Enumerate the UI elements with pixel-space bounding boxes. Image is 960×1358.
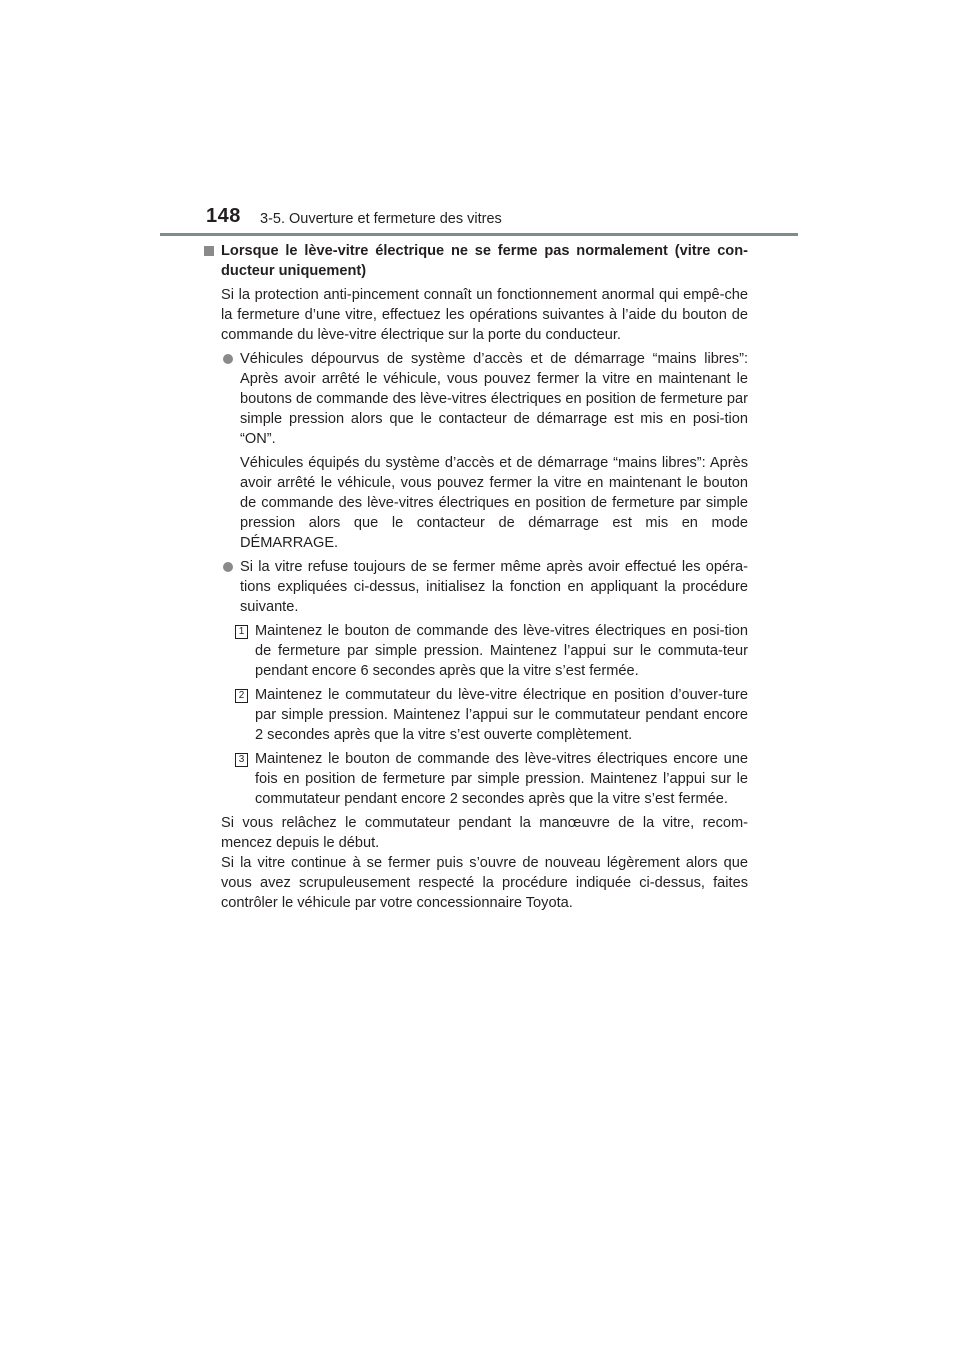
header-rule	[160, 233, 798, 236]
section-heading	[204, 241, 748, 281]
step-text: Maintenez le bouton de commande des lève-vitres électriques en posi-tion de fermeture par simple pression. Maintenez l’appui sur le commuta-teur pendant encore 6 secondes après que la vitre s’est fermée.	[255, 623, 748, 679]
step-item	[204, 749, 748, 809]
step-number-badge: 3	[235, 753, 248, 767]
circle-bullet-icon	[223, 354, 233, 364]
step-text: Maintenez le commutateur du lève-vitre électrique en position d’ouver-ture par simple pression. Maintenez l’appui sur le commutateur pendant encore 2 secondes après que la vitre s’est ouverte complètement.	[255, 687, 748, 743]
intro-paragraph: Si la protection anti-pincement connaît un fonctionnement anormal qui empê-che la fermeture d’une vitre, effectuez les opérations suivantes à l’aide du bouton de commande du lève-vitre électrique sur la porte du conducteur.	[221, 287, 748, 343]
square-bullet-icon	[204, 246, 214, 256]
step-item	[204, 685, 748, 745]
bullet-text: Si la vitre refuse toujours de se fermer même après avoir effectué les opéra-tions expliquées ci-dessus, initialisez la fonction en appliquant la procédure suivante.	[240, 559, 748, 615]
page-number: 148	[206, 205, 241, 227]
bullet-continuation: Véhicules équipés du système d’accès et de démarrage “mains libres”: Après avoir arrêté le véhicule, vous pouvez fermer la vitre en maintenant le bouton de commande des lève-vitres électriques en position de fermeture par simple pression alors que le contacteur de démarrage est mis en mode DÉMARRAGE.	[240, 455, 748, 551]
circle-bullet-icon	[223, 562, 233, 572]
step-number-badge: 2	[235, 689, 248, 703]
step-item	[204, 621, 748, 681]
heading-text: Lorsque le lève-vitre électrique ne se ferme pas normalement (vitre con-ducteur uniquement)	[221, 243, 748, 279]
note-paragraph: Si la vitre continue à se fermer puis s’ouvre de nouveau légèrement alors que vous avez scrupuleusement respecté la procédure indiquée ci-dessus, faites contrôler le véhicule par votre concessionnaire Toyota.	[221, 855, 748, 911]
note-paragraph: Si vous relâchez le commutateur pendant la manœuvre de la vitre, recom-mencez depuis le début.	[221, 815, 748, 851]
section-title: 3-5. Ouverture et fermeture des vitres	[260, 211, 502, 227]
step-text: Maintenez le bouton de commande des lève-vitres électriques encore une fois en position de fermeture par simple pression. Maintenez l’appui sur le commutateur pendant encore 2 secondes après que la vitre s’est fermée.	[255, 751, 748, 807]
bullet-text: Véhicules dépourvus de système d’accès et de démarrage “mains libres”: Après avoir arrêté le véhicule, vous pouvez fermer la vitre en maintenant le boutons de commande des lève-vitres électriques en position de fermeture par simple pression alors que le contacteur de démarrage est mis en posi-tion “ON”.	[240, 351, 748, 447]
step-number-badge: 1	[235, 625, 248, 639]
bullet-item	[204, 557, 748, 617]
page-content	[204, 241, 748, 917]
bullet-item	[204, 349, 748, 449]
